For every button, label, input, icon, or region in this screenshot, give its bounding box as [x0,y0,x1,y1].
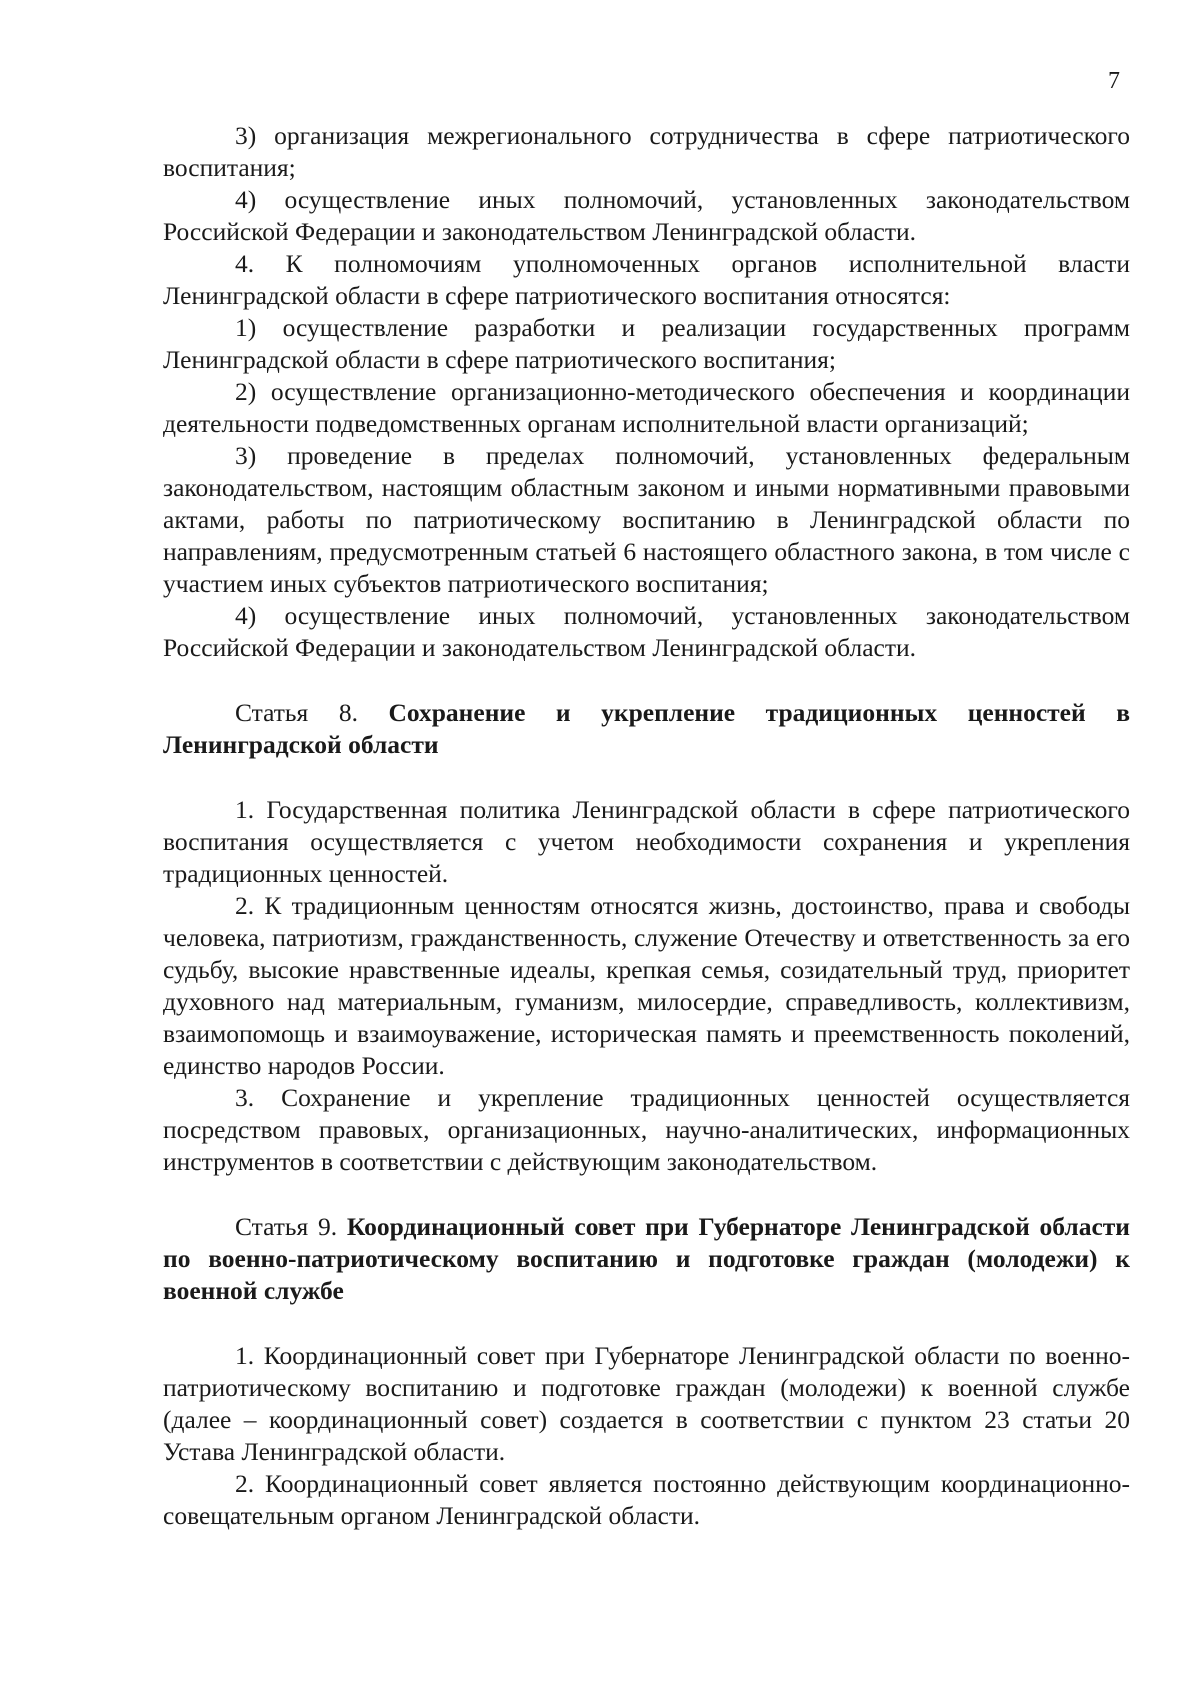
article-9-heading [163,1211,1130,1307]
paragraph: 3) организация межрегионального сотрудничества в сфере патриотического воспитания; [163,121,1130,182]
article-8-label: Статья 8. [235,698,389,727]
paragraph: 4) осуществление иных полномочий, установленных законодательством Российской Федерации и законодательством Ленинградской области. [163,601,1130,662]
paragraph: 4) осуществление иных полномочий, установленных законодательством Российской Федерации и законодательством Ленинградской области. [163,185,1130,246]
paragraph: 3) проведение в пределах полномочий, установленных федеральным законодательством, настоящим областным законом и иными нормативными правовыми актами, работы по патриотическому воспитанию в Ленинградской области по направлениям, предусмотренным статьей 6 настоящего областного закона, в том числе с участием иных субъектов патриотического воспитания; [163,441,1130,598]
paragraph: 1. Государственная политика Ленинградской области в сфере патриотического воспитания осуществляется с учетом необходимости сохранения и укрепления традиционных ценностей. [163,795,1130,888]
paragraph: 2) осуществление организационно-методического обеспечения и координации деятельности подведомственных органам исполнительной власти организаций; [163,377,1130,438]
paragraph: 4. К полномочиям уполномоченных органов исполнительной власти Ленинградской области в сфере патриотического воспитания относятся: [163,249,1130,310]
document-body [163,120,1130,1532]
article-9-title: Координационный совет при Губернаторе Ленинградской области по военно-патриотическому воспитанию и подготовке граждан (молодежи) к военной службе [163,1212,1130,1305]
paragraph: 2. К традиционным ценностям относятся жизнь, достоинство, права и свободы человека, патриотизм, гражданственность, служение Отечеству и ответственность за его судьбу, высокие нравственные идеалы, крепкая семья, созидательный труд, приоритет духовного над материальным, гуманизм, милосердие, справедливость, коллективизм, взаимопомощь и взаимоуважение, историческая память и преемственность поколений, единство народов России. [163,891,1130,1080]
article-8-heading [163,697,1130,761]
paragraph: 1) осуществление разработки и реализации государственных программ Ленинградской области в сфере патриотического воспитания; [163,313,1130,374]
paragraph: 2. Координационный совет является постоянно действующим координационно-совещательным органом Ленинградской области. [163,1469,1130,1530]
paragraph: 1. Координационный совет при Губернаторе Ленинградской области по военно-патриотическому воспитанию и подготовке граждан (молодежи) к военной службе (далее – координационный совет) создается в соответствии с пунктом 23 статьи 20 Устава Ленинградской области. [163,1341,1130,1466]
article-9-label: Статья 9. [235,1212,347,1241]
page-number: 7 [1108,68,1120,94]
paragraph: 3. Сохранение и укрепление традиционных ценностей осуществляется посредством правовых, организационных, научно-аналитических, информационных инструментов в соответствии с действующим законодательством. [163,1083,1130,1176]
article-8-title: Сохранение и укрепление традиционных ценностей в Ленинградской области [163,698,1130,759]
